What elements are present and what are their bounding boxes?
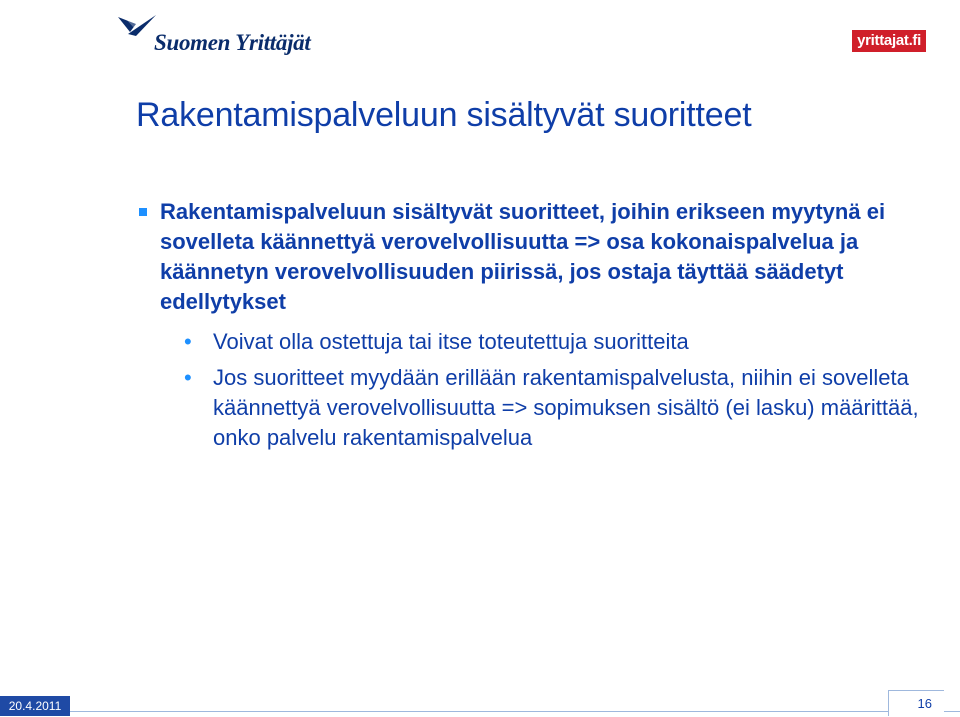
sub-bullet (136, 327, 936, 357)
slide-title: Rakentamispalveluun sisältyvät suoritteet (136, 96, 752, 134)
sub-bullet-text: Jos suoritteet myydään erillään rakentamispalvelusta, niihin ei sovelleta käännettyä verovelvollisuutta => sopimuksen sisältö (ei lasku) määrittää, onko palvelu rakentamispalvelua (213, 365, 919, 450)
sub-bullet-list (136, 327, 936, 453)
main-bullet (136, 197, 936, 317)
logo-text: Suomen Yrittäjät (154, 30, 311, 55)
slide-body (136, 197, 936, 459)
sub-bullet (136, 363, 936, 453)
page-number: 16 (888, 690, 944, 716)
sub-bullet-text: Voivat olla ostettuja tai itse toteutettuja suoritteita (213, 329, 689, 354)
dot-bullet-icon: • (184, 365, 192, 390)
dot-bullet-icon: • (184, 329, 192, 354)
yrittajat-fi-badge: yrittajat.fi (852, 30, 926, 52)
suomen-yrittajat-logo (116, 14, 316, 54)
square-bullet-icon (139, 208, 147, 216)
main-bullet-text: Rakentamispalveluun sisältyvät suoritteet, joihin erikseen myytynä ei sovelleta käännettyä verovelvollisuutta => osa kokonaispalvelua ja käännetyn verovelvollisuuden piirissä, jos ostaja täyttää säädetyt edellytykset (160, 199, 886, 314)
footer-date: 20.4.2011 (0, 696, 70, 716)
footer-divider (70, 701, 960, 712)
